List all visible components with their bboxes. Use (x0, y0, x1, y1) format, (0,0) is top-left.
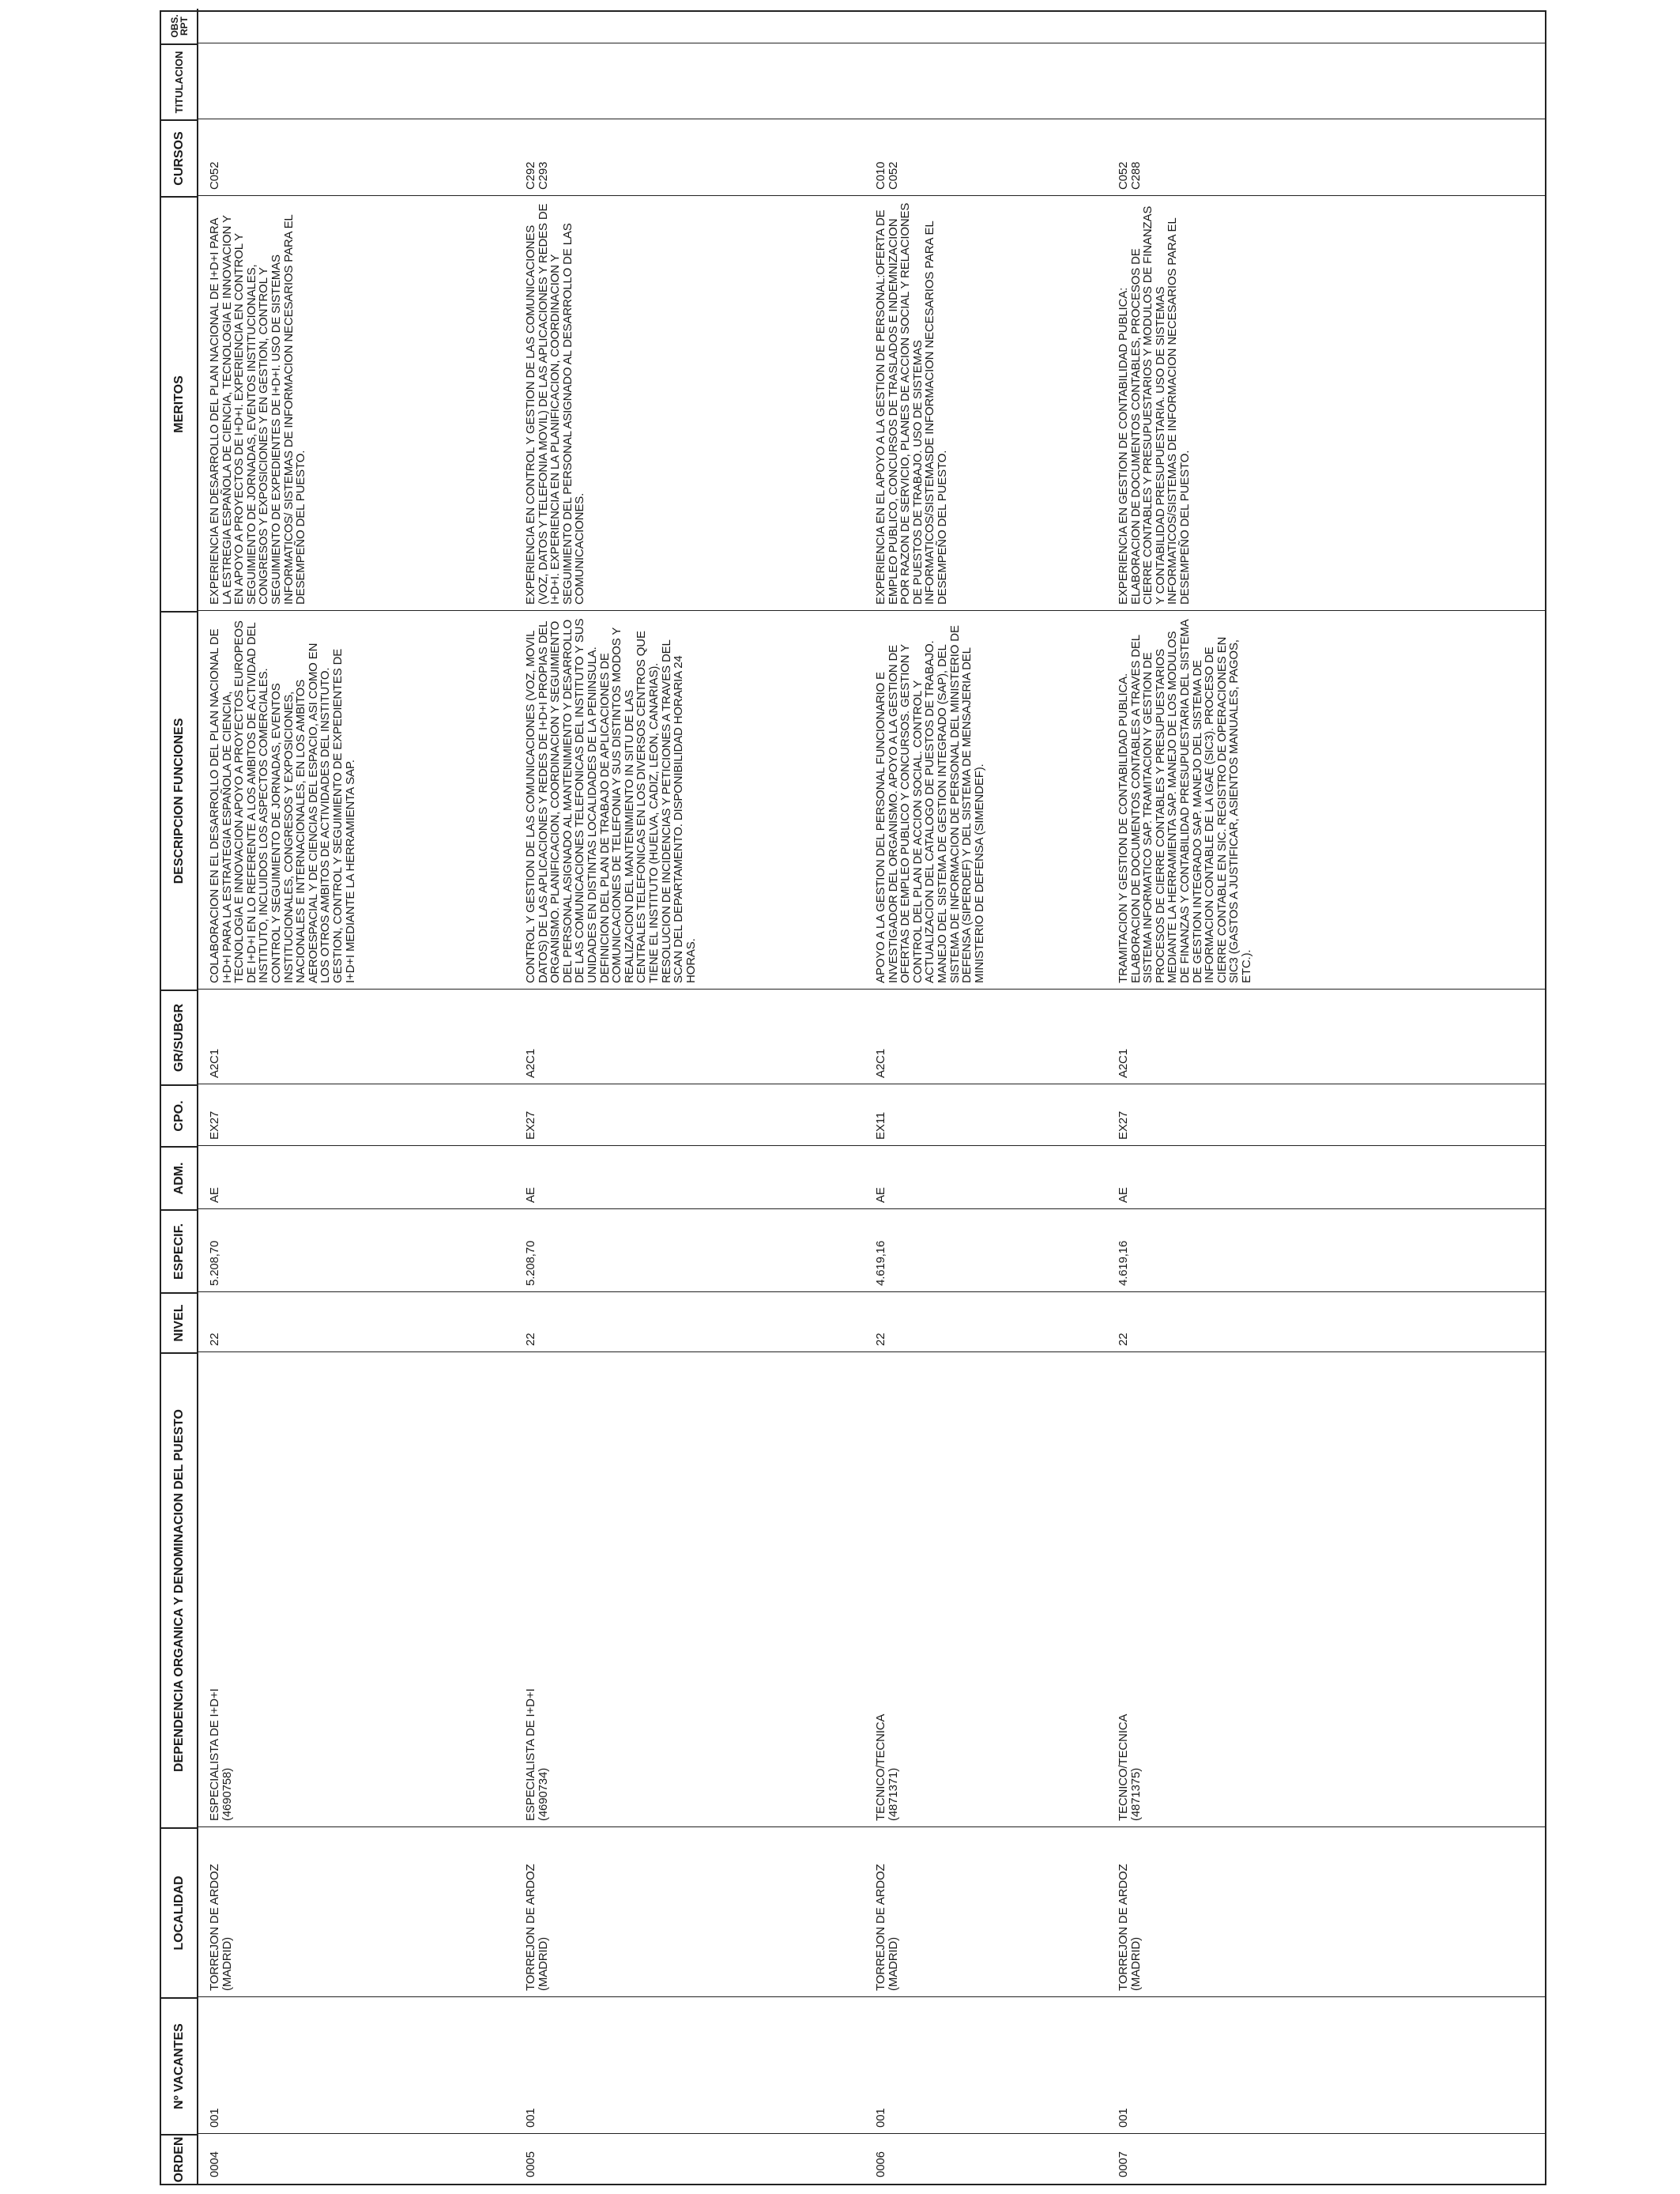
header-cpo: CPO. (161, 1084, 197, 1146)
cell-adm: AE (874, 1187, 887, 1203)
cell-orden: 0004 (208, 2151, 221, 2177)
cell-grupo: A2C1 (524, 1049, 537, 1078)
cell-localidad: TORREJON DE ARDOZ (MADRID) (208, 1864, 234, 1991)
vacancy-table (160, 10, 1546, 2185)
header-dependencia: DEPENDENCIA ORGANICA Y DENOMINACION DEL PUESTO (161, 1352, 197, 1827)
cell-dependencia (1117, 1352, 1142, 1827)
curso-code: C288 (1128, 161, 1143, 190)
curso-code: C010 (874, 161, 887, 190)
cell-localidad: TORREJON DE ARDOZ (MADRID) (874, 1864, 900, 1991)
cell-meritos: EXPERIENCIA EN EL APOYO A LA GESTION DE PERSONAL:OFERTA DE EMPLEO PUBLICO, CONCURSOS DE TRASLADOS E INDEMNIZACION POR RAZON DE SERVICIO, PLANES DE ACCION SOCIAL Y RELACIONES DE PUESTOS DE TRABAJO. USO DE SISTEMAS INFORMATICOS/SISTEMASDE INFORMACION NECESARIOS PARA EL DESEMPEÑO DEL PUESTO. (874, 202, 949, 605)
column-divider (198, 989, 1545, 990)
cell-orden: 0007 (1117, 2151, 1130, 2177)
column-divider (198, 1826, 1545, 1827)
cell-especif: 5.208,70 (208, 1240, 221, 1286)
header-obs: OBS. RPT (168, 14, 190, 38)
table-header (161, 9, 198, 2184)
cell-grupo: A2C1 (874, 1049, 887, 1078)
column-divider (198, 1996, 1545, 1997)
column-divider (198, 195, 1545, 196)
cell-nivel: 22 (524, 1333, 537, 1346)
header-meritos: MERITOS (161, 196, 197, 611)
cell-vacantes: 001 (208, 2108, 221, 2128)
column-divider (198, 1208, 1545, 1209)
cell-meritos: EXPERIENCIA EN GESTION DE CONTABILIDAD PUBLICA: ELABORACION DE DOCUMENTOS CONTABLES, PROCESOS DE CIERRE CONTABLES Y PRESUPUESTARIOS Y MODULOS DE FINANZAS Y CONTABILIDAD PRESUPUESTARIA. USO DE SISTEMAS INFORMATICOS/SISTEMAS DE INFORMACION NECESARIOS PARA EL DESEMPEÑO DEL PUESTO. (1117, 205, 1192, 605)
column-divider (198, 610, 1545, 611)
cell-cpo: EX27 (208, 1110, 221, 1140)
cell-localidad: TORREJON DE ARDOZ (MADRID) (524, 1864, 550, 1991)
cell-funciones: COLABORACION EN EL DESARROLLO DEL PLAN NACIONAL DE I+D+I PARA LA ESTRATEGIA ESPAÑOLA DE CIENCIA, TECNOLOGIA E INNOVACION APOYO A PROYECTOS EUROPEOS DE I+D+I EN LO REFERENTE A LOS AMBITOS DE ACTIVIDAD DEL INSTITUTO, INCLUIDOS LOS ASPECTOS COMERCIALES. CONTROL Y SEGUIMIENTO DE JORNADAS, EVENTOS INSTITUCIONALES, CONGRESOS Y EXPOSICIONES, NACIONALES E INTERNACIONALES, EN LOS AMBITOS AEROESPACIAL Y DE CIENCIAS DEL ESPACIO, ASI COMO EN LOS OTROS AMBITOS DE ACTIVIDADES DEL INSTITUTO. GESTION, CONTROL Y SEGUIMIENTO DE EXPEDIENTES DE I+D+I MEDIANTE LA HERRAMIENTA SAP. (208, 620, 357, 983)
column-divider (198, 1291, 1545, 1292)
cell-cpo: EX27 (1117, 1110, 1130, 1140)
cell-cursos (525, 119, 549, 196)
cell-dependencia (209, 1352, 233, 1827)
cell-especif: 4.619,16 (1117, 1240, 1130, 1286)
cell-funciones: TRAMITACION Y GESTION DE CONTABILIDAD PUBLICA. ELABORACION DE DOCUMENTOS CONTABLES A TRAVES DEL SISTEMA INFORMATICO SAP. TRAMITACION Y GESTION DE PROCESOS DE CIERRE CONTABLES Y PRESUPUESTARIOS MEDIANTE LA HERRAMIENTA SAP. MANEJO DE LOS MODULOS DE FINANZAS Y CONTABILIDAD PRESUPUESTARIA DEL SISTEMA DE GESTION INTEGRADO SAP. MANEJO DEL SISTEMA DE INFORMACION CONTABLE DE LA IGAE (SIC3). PROCESO DE CIERRE CONTABLE EN SIC. REGISTRO DE OPERACIONES EN SIC3 (GASTOS A JUSTIFICAR, ASIENTOS MANUALES, PAGOS, ETC.). (1117, 620, 1253, 983)
column-divider (198, 1145, 1545, 1146)
cell-grupo: A2C1 (208, 1049, 221, 1078)
curso-code: C052 (886, 161, 900, 190)
header-localidad: LOCALIDAD (161, 1827, 197, 1997)
cell-grupo: A2C1 (1117, 1049, 1130, 1078)
cell-cursos (209, 119, 221, 196)
cell-vacantes: 001 (874, 2108, 887, 2128)
header-vacantes: Nº VACANTES (161, 1997, 197, 2134)
column-divider (198, 1351, 1545, 1352)
puesto-codigo: (4690758) (220, 1767, 234, 1821)
cell-vacantes: 001 (524, 2108, 537, 2128)
cell-meritos: EXPERIENCIA EN DESARROLLO DEL PLAN NACIONAL DE I+D+I PARA LA ESTREGIA ESPAÑOLA DE CIENCIA, TECNOLOGIA E INNOVACION Y EN APOYO A PROYECTOS DE I+D+I. EXPERIENCIA EN CONTROL Y SEGUIMIENTO DE JORNADAS, EVENTOS INSTITUCIONALES, CONGRESOS Y EXPOSICIONES Y EN GESTION, CONTROL Y SEGUIMIENTO DE EXPEDIENTES DE I+D+I. USO DE SISTEMAS INFORMATICOS/ SISTEMAS DE INFORMACION NECESARIOS PARA EL DESEMPEÑO DEL PUESTO. (208, 214, 308, 605)
puesto-denominacion: TECNICO/TECNICA (874, 1713, 887, 1821)
header-adm: ADM. (161, 1146, 197, 1209)
puesto-codigo: (4871371) (886, 1767, 900, 1821)
cell-nivel: 22 (208, 1333, 221, 1346)
cell-cursos (1117, 119, 1142, 196)
puesto-denominacion: ESPECIALISTA DE I+D+I (208, 1688, 221, 1821)
cell-nivel: 22 (1117, 1333, 1130, 1346)
puesto-denominacion: ESPECIALISTA DE I+D+I (524, 1688, 537, 1821)
cell-dependencia (525, 1352, 549, 1827)
puesto-denominacion: TECNICO/TECNICA (1117, 1713, 1130, 1821)
curso-code: C052 (1117, 161, 1130, 190)
cell-meritos: EXPERIENCIA EN CONTROL Y GESTION DE LAS COMUNICACIONES (VOZ, DATOS Y TELEFONIA MOVIL) DE LAS APLICACIONES Y REDES DE I+D+I. EXPERIENCIA EN LA PLANIFICACION, COORDINACION Y SEGUIMIENTO DEL PERSONAL ASIGNADO AL DESARROLLO DE LAS COMUNICACIONES. (524, 203, 587, 605)
cell-adm: AE (208, 1187, 221, 1203)
cell-vacantes: 001 (1117, 2108, 1130, 2128)
curso-code: C293 (536, 161, 550, 190)
header-grupo: GR/SUBGR (161, 990, 197, 1084)
cell-funciones: APOYO A LA GESTION DEL PERSONAL FUNCIONARIO E INVESTIGADOR DEL ORGANISMO. APOYO A LA GESTION DE OFERTAS DE EMPLEO PUBLICO Y CONCURSOS. GESTION Y CONTROL DEL PLAN DE ACCION SOCIAL. CONTROL Y ACTUALIZACION DEL CATALOGO DE PUESTOS DE TRABAJO. MANEJO DEL SISTEMA DE GESTION INTEGRADO (SAP), DEL SISTEMA DE INFORMACION DE PERSONAL DEL MINISTERIO DE DEFENSA (SIPERDEF) Y DEL SISTEMA DE MENSAJERIA DEL MINISTERIO DE DEFENSA (SIMENDEF). (874, 625, 986, 983)
header-nivel: NIVEL (161, 1292, 197, 1352)
column-divider (198, 2133, 1545, 2134)
cell-dependencia (875, 1352, 899, 1827)
cell-localidad: TORREJON DE ARDOZ (MADRID) (1117, 1864, 1143, 1991)
cell-cursos (875, 119, 899, 196)
puesto-codigo: (4690734) (536, 1767, 550, 1821)
cell-funciones: CONTROL Y GESTION DE LAS COMUNICACIONES (VOZ, MOVIL DATOS) DE LAS APLICACIONES Y REDES DE I+D+I PROPIAS DEL ORGANISMO. PLANIFICACION, COORDINACION Y SEGUIMIENTO DEL PERSONAL ASIGNADO AL MANTENIMIENTO Y DESARROLLO DE LAS COMUNICACIONES TELEFONICAS DEL INSTITUTO Y SUS UNIDADES EN DISTINTAS LOCALIDADES DE LA PENINSULA. DEFINICION DEL PLAN DE TRABAJO DE APLICACIONES DE COMUNICACIONES DE TELEFONIA Y SUS DISTINTOS MODOS Y REALIZACION DEL MANTENIMIENTO IN SITU DE LAS CENTRALES TELEFONICAS EN LOS DIVERSOS CENTROS QUE TIENE EL INSTITUTO (HUELVA, CADIZ, LEON, CANARIAS). RESOLUCION DE INCIDENCIAS Y PETICIONES A TRAVES DEL SCAN DEL DEPARTAMENTO. DISPONIBILIDAD HORARIA 24 HORAS. (524, 618, 698, 983)
cell-nivel: 22 (874, 1333, 887, 1346)
cell-adm: AE (524, 1187, 537, 1203)
header-orden: ORDEN (161, 2134, 197, 2184)
cell-orden: 0006 (874, 2151, 887, 2177)
cell-especif: 5.208,70 (524, 1240, 537, 1286)
puesto-codigo: (4871375) (1128, 1767, 1143, 1821)
header-funciones: DESCRIPCION FUNCIONES (161, 611, 197, 990)
cell-especif: 4.619,16 (874, 1240, 887, 1286)
cell-cpo: EX27 (524, 1110, 537, 1140)
header-titulacion: TITULACION (161, 43, 197, 119)
cell-orden: 0005 (524, 2151, 537, 2177)
header-especif: ESPECIF. (161, 1209, 197, 1292)
header-cursos: CURSOS (161, 119, 197, 196)
curso-code: C052 (208, 161, 221, 190)
cell-cpo: EX11 (874, 1112, 887, 1140)
curso-code: C292 (524, 161, 537, 190)
cell-adm: AE (1117, 1187, 1130, 1203)
